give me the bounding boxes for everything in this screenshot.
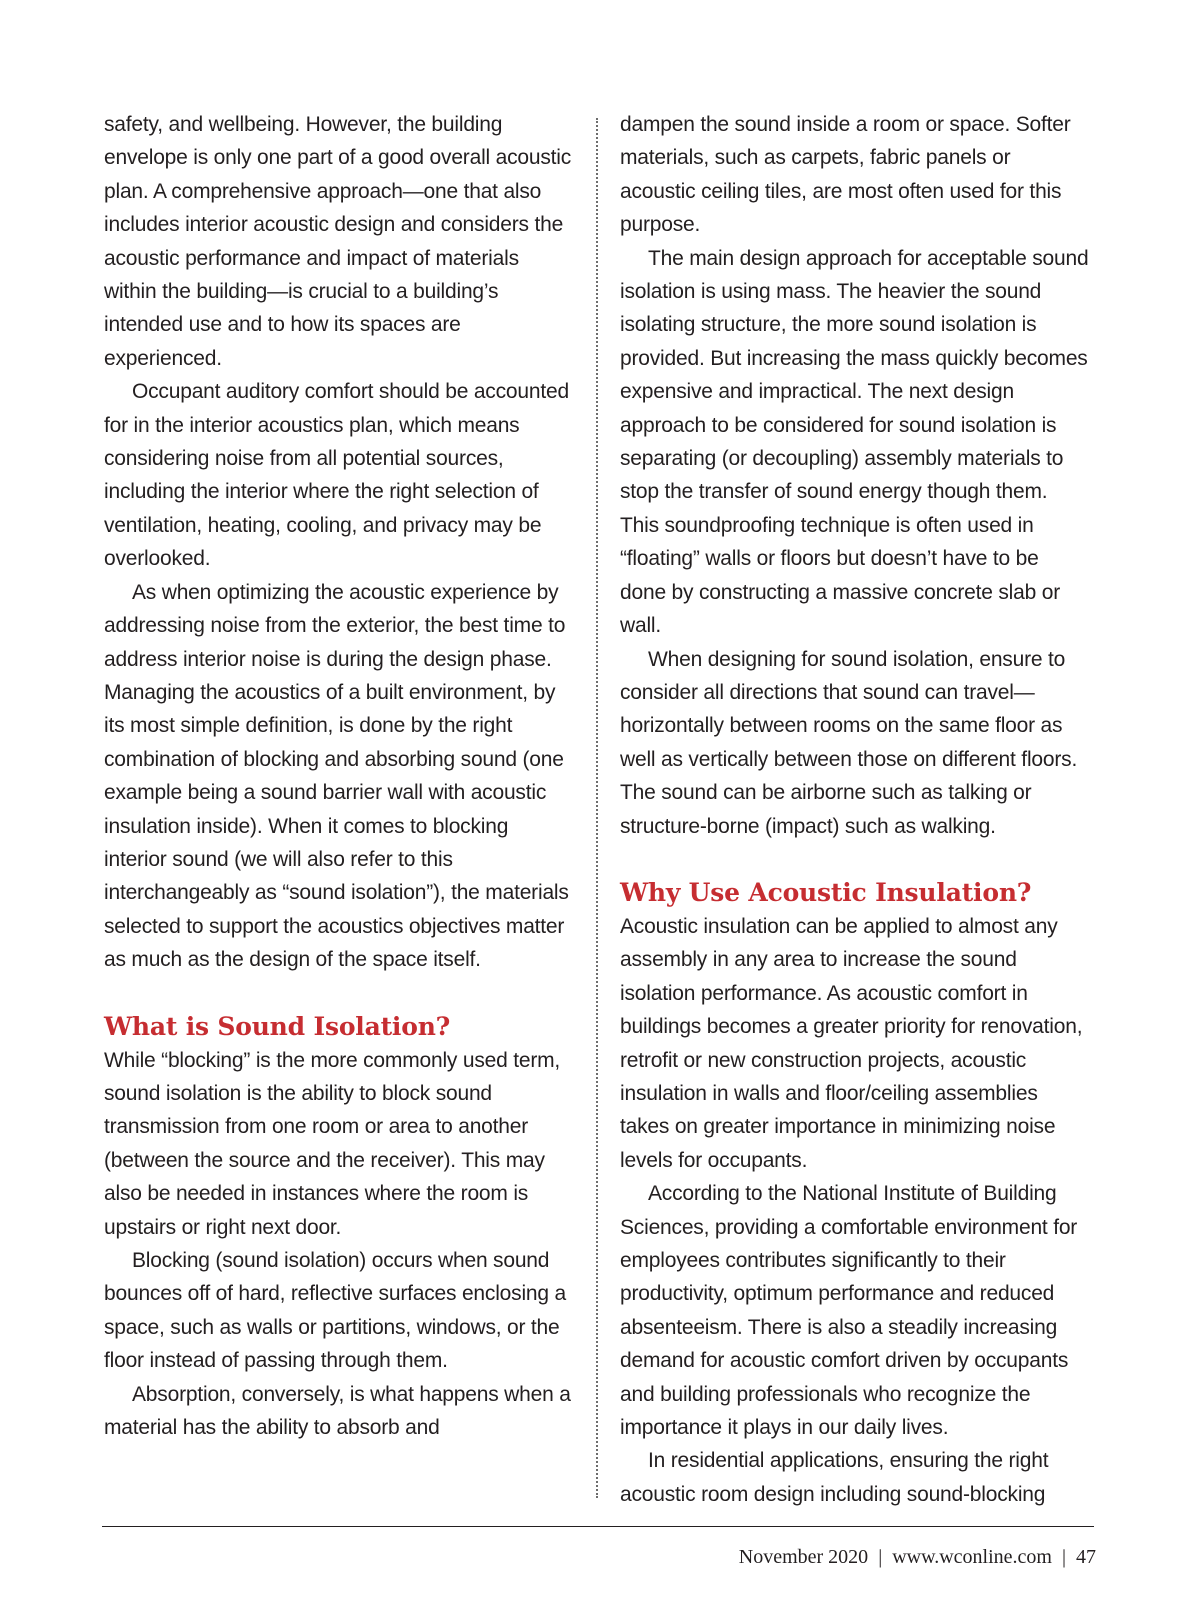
right-paragraph-2: The main design approach for acceptable sound isolation is using mass. The heavier the sound isolating structure, the more sound isolation is provided. But increasing the mass quickly becomes expensive and impractical. The next design approach to be considered for sound isolation is separating (or decoupling) assembly materials to stop the transfer of sound energy though them. This soundproofing technique is often used in “floating” walls or floors but doesn’t have to be done by constructing a massive concrete slab or wall. — [620, 246, 1089, 638]
right-paragraph-3: When designing for sound isolation, ensure to consider all directions that sound can travel—horizontally between rooms on the same floor as well as vertically between those on different floors. The sound can be airborne such as talking or structure-borne (impact) such as walking. — [620, 647, 1078, 838]
left-paragraph-5: Blocking (sound isolation) occurs when sound bounces off of hard, reflective surfaces enclosing a space, such as walls or partitions, windows, or the floor instead of passing through them. — [104, 1249, 566, 1373]
left-paragraph-4: While “blocking” is the more commonly used term, sound isolation is the ability to block sound transmission from one room or area to another (between the source and the receiver). This may also be needed in instances where the room is upstairs or right next door. — [104, 1048, 561, 1239]
left-column — [104, 108, 576, 1444]
footer-rule — [102, 1526, 1094, 1527]
right-paragraph-4: Acoustic insulation can be applied to almost any assembly in any area to increase the sound isolation performance. As acoustic comfort in buildings becomes a greater priority for renovation, retrofit or new construction projects, acoustic insulation in walls and floor/ceiling assemblies takes on greater importance in minimizing noise levels for occupants. — [620, 914, 1083, 1172]
column-divider — [596, 118, 598, 1498]
section-heading-sound-isolation: What is Sound Isolation? — [104, 1011, 451, 1041]
page-footer — [739, 1546, 1096, 1569]
left-paragraph-2: Occupant auditory comfort should be accounted for in the interior acoustics plan, which means considering noise from all potential sources, including the interior where the right selection of ventilation, heating, cooling, and privacy may be overlooked. — [104, 380, 569, 571]
page-number: 47 — [1076, 1546, 1096, 1568]
section-heading-acoustic-insulation: Why Use Acoustic Insulation? — [620, 877, 1032, 907]
right-paragraph-6: In residential applications, ensuring the right acoustic room design including sound-blocking — [620, 1449, 1049, 1506]
footer-date: November 2020 — [738, 1546, 869, 1568]
footer-separator: | — [878, 1546, 883, 1568]
footer-website: www.wconline.com — [892, 1546, 1052, 1568]
footer-separator: | — [1061, 1546, 1066, 1568]
right-paragraph-1: dampen the sound inside a room or space. Softer materials, such as carpets, fabric panels or acoustic ceiling tiles, are most often used for this purpose. — [620, 113, 1071, 237]
left-paragraph-3: As when optimizing the acoustic experience by addressing noise from the exterior, the best time to address interior noise is during the design phase. Managing the acoustics of a built environment, by its most simple definition, is done by the right combination of blocking and absorbing sound (one example being a sound barrier wall with acoustic insulation inside). When it comes to blocking interior sound (we will also refer to this interchangeably as “sound isolation”), the materials selected to support the acoustics objectives matter as much as the design of the space itself. — [104, 580, 569, 972]
right-column — [620, 108, 1090, 1511]
left-paragraph-6: Absorption, conversely, is what happens when a material has the ability to absorb and — [104, 1382, 571, 1440]
right-paragraph-5: According to the National Institute of Building Sciences, providing a comfortable environment for employees contributes significantly to their productivity, optimum performance and reduced absenteeism. There is also a steadily increasing demand for acoustic comfort driven by occupants and building professionals who recognize the importance it plays in our daily lives. — [620, 1182, 1078, 1440]
left-paragraph-1: safety, and wellbeing. However, the building envelope is only one part of a good overall acoustic plan. A comprehensive approach—one that also includes interior acoustic design and considers the acoustic performance and impact of materials within the building—is crucial to a building’s intended use and to how its spaces are experienced. — [104, 113, 572, 370]
